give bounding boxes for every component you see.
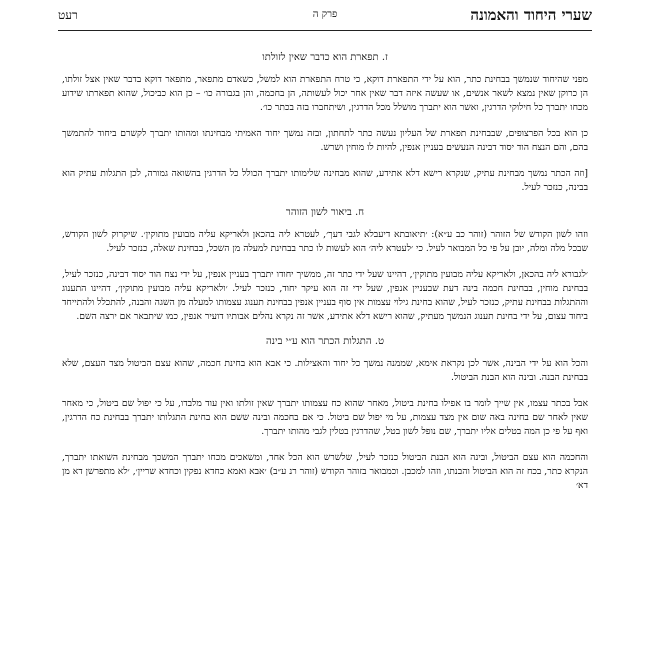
chapter-label: פרק ה	[312, 9, 338, 20]
section	[62, 207, 588, 324]
section-title: ט. התגלות הכתר הוא ע״י בינה	[265, 336, 385, 347]
paragraph: והכל הוא על ידי הבינה, אשר לכן נקראת אימא, שממנה נמשך כל יחוד והאצילות. כי אבא הוא בחינת חכמה, שהוא עצם הביטול מצד העצם, שלא בבחינת הבנה. ובינה הוא הבנת הביטול.	[62, 358, 588, 383]
running-title: שערי היחוד והאמונה	[470, 6, 592, 24]
page-header	[58, 6, 592, 28]
paragraph: ׳לגבורא ליה בהכאן, ולאריקא עליה מבועין מתוקין׳, דהיינו שעל ידי כתר זה, ממשיך יחודו יתברך בעניין אנפין, על ידי נצח הוד יסוד דבינה, כנזכר לעיל, בבחינת מוחין, בבחינת חכמה בינה דעת שבעניין אנפין, שעל ידי זה הוא עיקר יחוד, כנזכר לעיל. ׳ולאריקא עליה מבועין מתוקין׳, דהיינו התענוג וההתגלות בבחינת עתיק, כנזכר לעיל, שהוא בחינת גילוי עצמות אין סוף בעניין אנפין בבחינת תענוג עצמותו למעלה מן השגה והבנה, להתכלל ולהתייחד ביחוד עצום, על ידי בחינת תענוג הנמשך מעתיק, שהוא רישא דלא אתידע, אשר זה נקרא נהלים אבותיו דועיר אנפין, כמו שיתבאר אם ירצה השם.	[62, 269, 588, 322]
paragraph: וזהו לשון הקודש של הזוהר (זוהר כב ע״א): ׳תיאובתא דיעבלא לגבי דעך׳, לעטרא ליה בהכאן ולאריקא עליה מבועין מתוקין׳. שיקרוק לשון הקודש, שבכל מלה ומלה, יובן על פי כל המבואר לעיל. כי ׳לעטרא ליה׳ הוא לעשות לו כתר בבחינת למעלה מן השכל, בבחינת שאלה, כנזכר לעיל.	[62, 229, 588, 254]
section-title: ח. ביאור לשון הזוהר	[285, 207, 365, 218]
section	[62, 336, 588, 493]
paragraph: והחכמה הוא עצם הביטול, ובינה הוא הבנת הביטול כנזכר לעיל, שלשרש הוא הכל אחד, ומשאכים מכחו יתברך המשכך מבחינת השואתו יתברך, הנקרא כתר, בכח זה הוא הביטול והבנתו, וזהו למכבן. וכמבואר בזוהר הקודש (זוהר רנ ע״ב) ׳אבא ואמא כחדא נפקין וכחדא שריין׳, ׳לא מתפרשן דא מן דא׳	[62, 452, 588, 491]
paragraph: מפני שהיחוד שנמשך בבחינת כתר, הוא על ידי התפארת דוקא, כי טרח התפארת הוא למשל, כשאדם מתפאר, מתפאר דוקא בדבר שאין אצל זולתו, הן כרוקן שאין נמצא לשאר אנשים, או שעשה איזה דבר שאין אחר יכול לעשותה, הן בחכמה, והן בגבורה כו׳ – כן הוא כביכול, שהוא תפארתו שידוע מכחו יתברך כל חילוקי הדרגין, ואשר הוא יתברך מושלל מכל הדרגין, ושיתחברו בזה בכתר כו׳.	[62, 74, 588, 113]
section	[62, 52, 588, 195]
paragraph: [וזה הכתר נמשך מבחינת עתיק, שנקרא רישא דלא אתידע, שהוא מבחינה שלימותו יתברך הכולל כל הדרגין בהשואה גמורה, לכן התגלות עתיק הוא בבינה, כנזכר לעיל.	[62, 168, 588, 193]
paragraph: אבל בכתר עצמו, אין שייך לומר בו אפילו בחינת ביטול, מאחר שהוא כח עצמותו יתברך שאין זולתו ואין עוד מלבדו, על כי יפול שם ביטול, כי מאחר שאין לאחר שם בחינה באה שום אין מצד עצמות, על מי יפול שם ביטול. כי אם בחכמה ובינה ששם הוא בחינת התגלותו יתברך בבחינת כח הדרגין, ואף על פי כן המה בטלים אליו יתברך, שם נופל לשון בטל, שהדרגין בטלין לגבי מהותו יתברך.	[62, 398, 588, 437]
document-body	[62, 52, 588, 505]
paragraph: כן הוא בכל הפרצופים, שבבחינת תפארת של העליון נעשה כתר לתחתון, ובזה נמשך יחוד האמיתי מבחינתו ומהותו יתברך לקשרם ביחוד להתמשך בהם, והם הנצח הוד יסוד דבינה הנעשים בעניין אנפין, להיות לו מוחין ושרש.	[62, 128, 588, 153]
page-number: רעט	[58, 8, 78, 22]
header-rule	[58, 30, 592, 31]
section-title: ז. תפארת הוא כדבר שאין לזולתו	[262, 52, 388, 63]
